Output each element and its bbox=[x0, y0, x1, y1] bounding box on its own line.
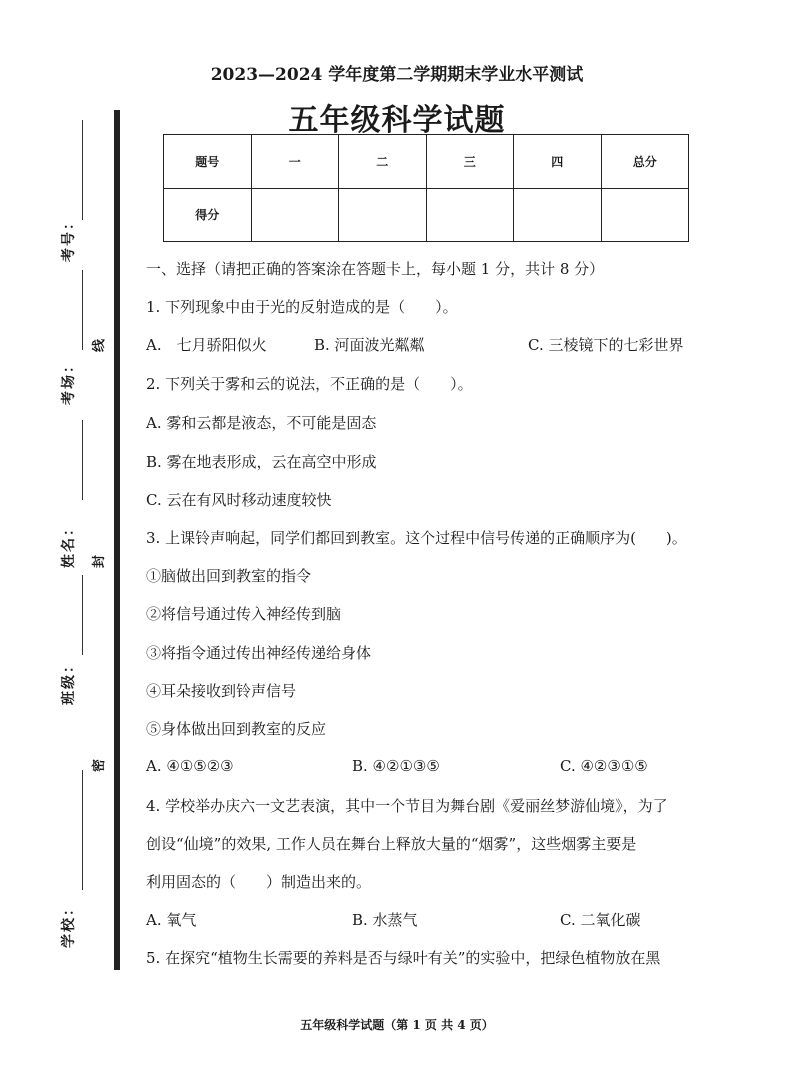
question-3-step: ②将信号通过传入神经传到脑 bbox=[146, 605, 342, 623]
question-4-option-c: C. 二氧化碳 bbox=[560, 911, 641, 929]
name-line bbox=[82, 420, 83, 500]
question-3-step: ④耳朵接收到铃声信号 bbox=[146, 682, 297, 700]
score-cell-3[interactable] bbox=[426, 188, 514, 242]
score-table-cell: 总分 bbox=[601, 135, 689, 189]
test-title: 2023—2024 学年度第二学期期末学业水平测试 bbox=[210, 65, 584, 85]
question-2-option-b: B. 雾在地表形成，云在高空中形成 bbox=[146, 453, 377, 471]
score-table-cell: 一 bbox=[251, 135, 339, 189]
question-2-stem: 2. 下列关于雾和云的说法，不正确的是（ ）。 bbox=[146, 375, 473, 393]
question-5-line-1: 5. 在探究“植物生长需要的养料是否与绿叶有关”的实验中，把绿色植物放在黑 bbox=[146, 949, 661, 967]
page-footer: 五年级科学试题（第 1 页 共 4 页） bbox=[300, 1018, 494, 1032]
seal-mark-secret: 密 bbox=[92, 758, 107, 772]
question-4-line-3: 利用固态的（ ）制造出来的。 bbox=[146, 873, 372, 891]
school-label: 学校： bbox=[61, 900, 77, 948]
question-3-option-a: A. ④①⑤②③ bbox=[146, 757, 234, 775]
question-3-step: ⑤身体做出回到教室的反应 bbox=[146, 720, 327, 738]
seal-mark-seal: 封 bbox=[92, 554, 107, 568]
score-table-cell: 题号 bbox=[164, 135, 252, 189]
score-cell-2[interactable] bbox=[339, 188, 427, 242]
name-label: 姓名： bbox=[61, 520, 77, 568]
question-3-option-c: C. ④②③①⑤ bbox=[560, 757, 648, 775]
seal-mark-line: 线 bbox=[92, 338, 107, 352]
question-3-step: ①脑做出回到教室的指令 bbox=[146, 567, 312, 585]
exam-room-line bbox=[82, 270, 83, 350]
question-2-option-a: A. 雾和云都是液态，不可能是固态 bbox=[146, 414, 377, 432]
question-4-line-1: 4. 学校举办庆六一文艺表演，其中一个节目为舞台剧《爱丽丝梦游仙境》，为了 bbox=[146, 797, 668, 815]
question-1-option-a: A. 七月骄阳似火 bbox=[146, 336, 267, 354]
score-table bbox=[163, 134, 689, 242]
score-table-cell: 二 bbox=[339, 135, 427, 189]
score-table-cell: 三 bbox=[426, 135, 514, 189]
question-3-step: ③将指令通过传出神经传递给身体 bbox=[146, 644, 372, 662]
score-table-cell: 四 bbox=[514, 135, 602, 189]
section-title: 一、选择（请把正确的答案涂在答题卡上，每小题 1 分，共计 8 分） bbox=[146, 260, 605, 278]
score-table-score-row bbox=[164, 188, 689, 242]
question-4-line-2: 创设“仙境”的效果, 工作人员在舞台上释放大量的“烟雾”，这些烟雾主要是 bbox=[146, 835, 637, 853]
score-cell-1[interactable] bbox=[251, 188, 339, 242]
score-cell-total[interactable] bbox=[601, 188, 689, 242]
question-2-option-c: C. 云在有风时移动速度较快 bbox=[146, 491, 332, 509]
subject-title: 五年级科学试题 bbox=[288, 103, 506, 138]
question-4-option-a: A. 氧气 bbox=[146, 911, 197, 929]
question-3-stem: 3. 上课铃声响起，同学们都回到教室。这个过程中信号传递的正确顺序为( )。 bbox=[146, 529, 687, 547]
question-1-option-b: B. 河面波光粼粼 bbox=[314, 336, 425, 354]
question-1-option-c: C. 三棱镜下的七彩世界 bbox=[528, 336, 684, 354]
school-line bbox=[82, 770, 83, 890]
class-line bbox=[82, 575, 83, 655]
exam-room-label: 考场： bbox=[61, 357, 77, 405]
score-table-row-label: 得分 bbox=[164, 188, 252, 242]
class-label: 班级： bbox=[61, 657, 77, 705]
score-table-header-row bbox=[164, 135, 689, 189]
exam-number-label: 考号： bbox=[61, 214, 77, 262]
binding-bar bbox=[114, 110, 120, 970]
score-cell-4[interactable] bbox=[514, 188, 602, 242]
question-4-option-b: B. 水蒸气 bbox=[352, 911, 418, 929]
question-1-stem: 1. 下列现象中由于光的反射造成的是（ ）。 bbox=[146, 298, 458, 316]
question-3-option-b: B. ④②①③⑤ bbox=[352, 757, 440, 775]
